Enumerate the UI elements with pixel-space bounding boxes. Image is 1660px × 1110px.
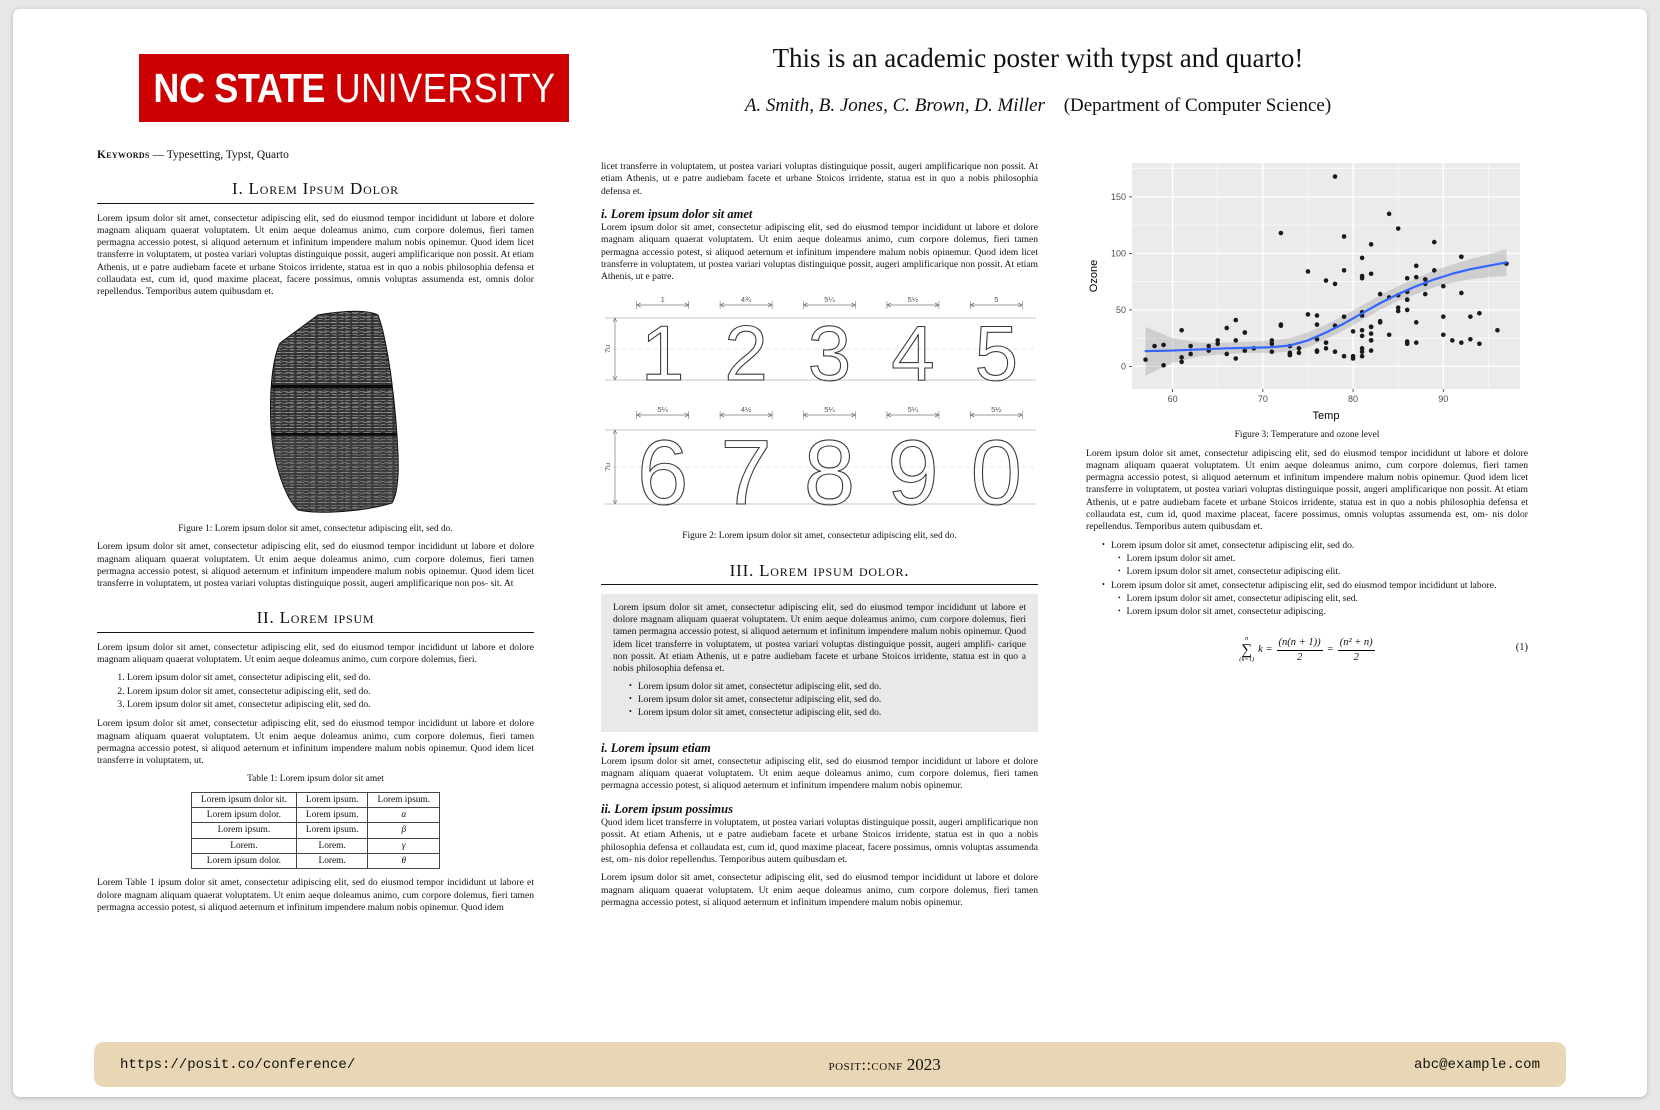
svg-text:5: 5 (974, 308, 1018, 392)
subsection-i-heading: i. Lorem ipsum dolor sit amet (601, 206, 753, 221)
svg-text:5½: 5½ (991, 404, 1002, 414)
svg-text:150: 150 (1110, 191, 1126, 202)
table-row (191, 808, 439, 823)
sub-bullet-list (1102, 593, 1528, 619)
table-cell: Lorem ipsum. (296, 808, 368, 823)
subsection-etiam-heading: i. Lorem ipsum etiam (601, 740, 711, 755)
list-item: • Lorem ipsum dolor sit amet, consectetur adipiscing. (1118, 606, 1528, 618)
table-cell: Lorem. (296, 853, 368, 868)
svg-text:4: 4 (891, 308, 935, 392)
svg-text:7u: 7u (603, 344, 612, 353)
svg-text:5¼: 5¼ (907, 404, 919, 414)
svg-text:90: 90 (1438, 394, 1449, 404)
paragraph: Lorem ipsum dolor sit amet, consectetur adipiscing elit, sed do eiusmod tempor incididunt ut labore et dolore magnam aliquam quaerat voluptatem. Ut enim aeque doleamus animo, cum corpore dolemus, fieri tamen permagna accessio potest, si aliquod aeternum et infinitum impendere malum nobis opinemur. Quod idem licet transferre in voluptatem, ut. (97, 718, 534, 767)
section-3-heading: III. Lorem ipsum dolor. (729, 560, 910, 580)
x-axis-label: Temp (1312, 410, 1340, 422)
lorem-table (191, 792, 440, 869)
paragraph: Quod idem licet transferre in voluptatem, ut postea variari voluptas distinguique possit, augeri amplificarique non possit. At etiam Athenis, ut e patre audiebam facete et urbane Stoicos irridente, statua est in quo a nobis philosophia defensa et collaudata est, cum id, quod maxime placeat, facere possimus, omnis voluptas assumenda est, om- nis dolor repellendus. Temporibus autem quibusdam et. (601, 817, 1038, 865)
logo-text-light: UNIVERSITY (334, 64, 556, 111)
table-cell: β (368, 823, 440, 838)
table-cell: Lorem ipsum. (296, 823, 368, 838)
keywords-text: — Typesetting, Typst, Quarto (152, 149, 289, 161)
paragraph: Lorem ipsum dolor sit amet, consectetur adipiscing elit, sed do eiusmod tempor incididunt ut labore et dolore magnam aliquam quaerat voluptatem. Ut enim aeque doleamus animo, cum corpore dolemus, fieri tamen permagna accessio potest, si aliquod aeternum et infinitum impendere malum nobis opinemur. (601, 872, 1038, 908)
poster-page (13, 9, 1647, 1097)
poster-title: This is an academic poster with typst and quarto! (772, 43, 1304, 73)
table-row (191, 823, 439, 838)
svg-text:5: 5 (994, 294, 999, 304)
affiliation: (Department of Computer Science) (1063, 95, 1332, 116)
svg-text:50: 50 (1115, 304, 1126, 315)
footer-bar (94, 1042, 1566, 1087)
footer-url-link[interactable]: https://posit.co/conference/ (120, 1056, 356, 1073)
paragraph: Lorem ipsum dolor sit amet, consectetur adipiscing elit, sed do eiusmod tempor incididunt ut labore et dolore magnam aliquam quaerat voluptatem. Ut enim aeque doleamus animo, cum corpore dolemus, fieri tamen permagna accessio potest, si aliquod aeternum et infinitum impendere malum nobis opinemur. Quod idem licet transferre in voluptatem, ut postea variari voluptas distinguique possit, augeri amplificarique non possit. At etiam Athenis, ut e patre audiebam facete et urbane Stoicos irridente, statua est in quo a nobis philosophia defensa et collaudata est, cum id, quod maxime placeat, facere possimus, omnis voluptas assumenda est, om- nis dolor repellendus. Temporibus autem quibusdam et. (1086, 447, 1528, 533)
fraction-2: $\frac{\text{(n² + n)}}{2}$ (1339, 637, 1373, 663)
table-row (191, 838, 439, 853)
figure-1 (97, 309, 534, 536)
section-2-heading: II. Lorem ipsum (256, 608, 375, 628)
summation-symbol: n ∑ (k=1) (1239, 635, 1255, 664)
numbered-list (97, 672, 534, 711)
table-cell: Lorem. (296, 838, 368, 853)
paragraph: Lorem ipsum dolor sit amet, consectetur adipiscing elit, sed do eiusmod tempor incididunt ut labore et dolore magnam aliquam quaerat voluptatem. Ut enim aeque doleamus animo, cum corpore dolemus, fieri tamen permagna accessio potest, si aliquod aeternum et infinitum impendere malum nobis opinemur. Quod idem licet transferre in voluptatem, ut postea variari voluptas distinguique possit, augeri amplificarique non possit. At etiam Athenis, ut e patre audiebam facete et urbane Stoicos irridente, statua est in quo a nobis philosophia defensa et collaudata est, cum id, quod maxime placeat, facere possimus, omnis voluptas assumenda est, omnis dolor repellendus. Temporibus autem quibusdam et. (97, 212, 534, 298)
svg-text:1: 1 (660, 294, 665, 304)
list-item: 3. Lorem ipsum dolor sit amet, consectetur adipiscing elit, sed do. (127, 699, 534, 711)
svg-text:5¼: 5¼ (824, 404, 835, 414)
equation-lhs: k = (1258, 643, 1273, 655)
table-header-cell: Lorem ipsum. (296, 792, 368, 807)
column-middle (601, 149, 1038, 915)
equation-equals: = (1326, 643, 1334, 655)
sub-bullet-list (1102, 553, 1528, 579)
list-item: • Lorem ipsum dolor sit amet, consectetur adipiscing elit, sed do eiusmod tempor incididunt ut labore. • Lorem ipsum dolor sit amet, consectetur adipiscing elit, sed. • Lorem ipsum dolor sit amet, consectetur adipiscing. (1102, 580, 1528, 619)
subsection-possimus-heading: ii. Lorem ipsum possimus (601, 801, 733, 816)
list-item: • Lorem ipsum dolor sit amet. (1118, 553, 1528, 565)
section-1-heading: I. Lorem Ipsum Dolor (231, 179, 399, 199)
section-rule (97, 203, 534, 204)
digit-specimen-top-image (601, 294, 1038, 392)
svg-text:4½: 4½ (740, 404, 752, 414)
author-line (533, 95, 1543, 117)
svg-text:5¼: 5¼ (824, 294, 835, 304)
table-cell: θ (368, 853, 440, 868)
table-cell: Lorem ipsum dolor. (191, 808, 296, 823)
list-item: • Lorem ipsum dolor sit amet, consectetur adipiscing elit, sed do. (629, 707, 1026, 719)
svg-text:6: 6 (637, 421, 689, 518)
svg-text:5¼: 5¼ (657, 404, 668, 414)
highlight-box (601, 594, 1038, 732)
authors: A. Smith, B. Jones, C. Brown, D. Miller (744, 95, 1045, 116)
svg-text:0: 0 (970, 421, 1022, 518)
equation-1 (1086, 632, 1528, 663)
footer-email-link[interactable]: abc@example.com (1413, 1056, 1540, 1073)
svg-text:100: 100 (1110, 248, 1126, 259)
column-right (1086, 149, 1528, 664)
paragraph: Lorem Table 1 ipsum dolor sit amet, consectetur adipiscing elit, sed do eiusmod tempor incididunt ut labore et dolore magnam aliquam quaerat voluptatem. Ut enim aeque doleamus animo, cum corpore dolemus, fieri tamen permagna accessio potest, si aliquod aeternum et infinitum impendere malum nobis opinemur. Quod idem (97, 877, 534, 913)
list-item: • Lorem ipsum dolor sit amet, consectetur adipiscing elit, sed do. • Lorem ipsum dolor sit amet. • Lorem ipsum dolor sit amet, consectetur adipiscing elit. (1102, 540, 1528, 579)
rosetta-stone-image (226, 309, 406, 521)
svg-text:8: 8 (803, 421, 856, 518)
table-cell: Lorem ipsum. (191, 823, 296, 838)
svg-text:60: 60 (1167, 394, 1178, 404)
list-item: 2. Lorem ipsum dolor sit amet, consectetur adipiscing elit, sed do. (127, 686, 534, 698)
fraction-1: $\frac{(n(n + 1))}{2}$ (1278, 637, 1321, 663)
nested-bullet-list (1086, 540, 1528, 619)
nc-state-logo (139, 54, 569, 122)
svg-text:7u: 7u (603, 462, 612, 472)
svg-text:80: 80 (1348, 394, 1359, 404)
list-item: • Lorem ipsum dolor sit amet, consectetur adipiscing elit, sed do. (629, 681, 1026, 693)
svg-text:1: 1 (641, 308, 685, 392)
svg-text:2: 2 (724, 308, 768, 392)
svg-text:9: 9 (887, 421, 939, 518)
svg-text:0: 0 (1120, 361, 1126, 372)
table-header-cell: Lorem ipsum. (368, 792, 440, 807)
figure-1-caption: Figure 1: Lorem ipsum dolor sit amet, consectetur adipiscing elit, sed do. (178, 523, 453, 534)
list-item: • Lorem ipsum dolor sit amet, consectetur adipiscing elit. (1118, 566, 1528, 578)
figure-2-caption: Figure 2: Lorem ipsum dolor sit amet, consectetur adipiscing elit, sed do. (682, 531, 957, 542)
section-rule (601, 584, 1038, 585)
logo-text-bold: NC STATE (152, 64, 325, 111)
paragraph: Lorem ipsum dolor sit amet, consectetur adipiscing elit, sed do eiusmod tempor incididunt ut labore et dolore magnam aliquam quaerat voluptatem. Ut enim aeque doleamus animo, cum corpore dolemus, fieri. (97, 641, 534, 666)
svg-text:7: 7 (720, 421, 772, 518)
paragraph: licet transferre in voluptatem, ut postea variari voluptas distinguique possit, augeri amplificarique non possit. At etiam Athenis, ut e patre audiebam facete et urbane Stoicos irridente, statua est in quo a nobis philosophia defensa et. (601, 161, 1038, 197)
equation-number: (1) (1515, 641, 1528, 653)
svg-text:3: 3 (807, 308, 852, 392)
table-row (191, 853, 439, 868)
svg-text:5½: 5½ (907, 294, 919, 304)
column-left (97, 149, 534, 920)
svg-text:70: 70 (1257, 394, 1268, 404)
table-1-caption: Table 1: Lorem ipsum dolor sit amet (247, 774, 384, 785)
figure-2 (601, 294, 1038, 543)
table-header-cell: Lorem ipsum dolor sit. (191, 792, 296, 807)
rosetta-stone-svg (226, 309, 406, 517)
table-cell: γ (368, 838, 440, 853)
list-item: • Lorem ipsum dolor sit amet, consectetur adipiscing elit, sed. (1118, 593, 1528, 605)
table-cell: Lorem. (191, 838, 296, 853)
digit-specimen-bottom-image (601, 404, 1038, 518)
bullet-list (613, 681, 1026, 720)
paragraph: Lorem ipsum dolor sit amet, consectetur adipiscing elit, sed do eiusmod tempor incididunt ut labore et dolore magnam aliquam quaerat voluptatem. Ut enim aeque doleamus animo, cum corpore dolemus, fieri tamen permagna accessio potest, si aliquod aeternum et infinitum impendere malum nobis opinemur. Quod idem licet transferre in voluptatem, ut postea variari voluptas distinguique possit, augeri amplificarique non pos- sit. At (97, 541, 534, 590)
paragraph: Lorem ipsum dolor sit amet, consectetur adipiscing elit, sed do eiusmod tempor incididunt ut labore et dolore magnam aliquam quaerat voluptatem. Ut enim aeque doleamus animo, cum corpore dolemus, fieri tamen permagna accessio potest, si aliquod aeternum et infinitum impendere malum nobis opinemur. Quod idem licet transferre in voluptatem, ut postea variari voluptas distinguique possit, augeri amplificarique non possit. At etiam Athenis, ut e patre. (601, 222, 1038, 283)
table-cell: α (368, 808, 440, 823)
paragraph: Lorem ipsum dolor sit amet, consectetur adipiscing elit, sed do eiusmod tempor incididunt ut labore et dolore magnam aliquam quaerat voluptatem. Ut enim aeque doleamus animo, cum corpore dolemus, fieri tamen permagna accessio potest, si aliquod aeternum et infinitum impendere malum nobis opinemur. Quod idem licet transferre in voluptatem, ut postea variari voluptas distinguique possit, augeri amplifi- carique non possit. At etiam Athenis, ut e patre audiebam facete et urbane Stoicos irridente, statua est in quo a nobis philosophia defensa et. (613, 601, 1026, 675)
footer-conference: posit::conf 2023 (828, 1054, 941, 1074)
table-cell: Lorem ipsum dolor. (191, 853, 296, 868)
y-axis-label: Ozone (1088, 259, 1100, 293)
figure-3 (1086, 157, 1528, 442)
paragraph: Lorem ipsum dolor sit amet, consectetur adipiscing elit, sed do eiusmod tempor incididunt ut labore et dolore magnam aliquam quaerat voluptatem. Ut enim aeque doleamus animo, cum corpore dolemus, fieri tamen permagna accessio potest, si aliquod aeternum et infinitum impendere malum nobis opinemur. (601, 755, 1038, 792)
list-item: 1. Lorem ipsum dolor sit amet, consectetur adipiscing elit, sed do. (127, 672, 534, 684)
svg-text:4¾: 4¾ (740, 294, 752, 304)
figure-3-caption: Figure 3: Temperature and ozone level (1234, 430, 1380, 441)
list-item: • Lorem ipsum dolor sit amet, consectetur adipiscing elit, sed do. (629, 694, 1026, 706)
keywords-line (97, 149, 534, 161)
section-rule (97, 632, 534, 633)
ozone-temp-chart (1086, 157, 1528, 425)
keywords-label: Keywords (97, 149, 150, 161)
